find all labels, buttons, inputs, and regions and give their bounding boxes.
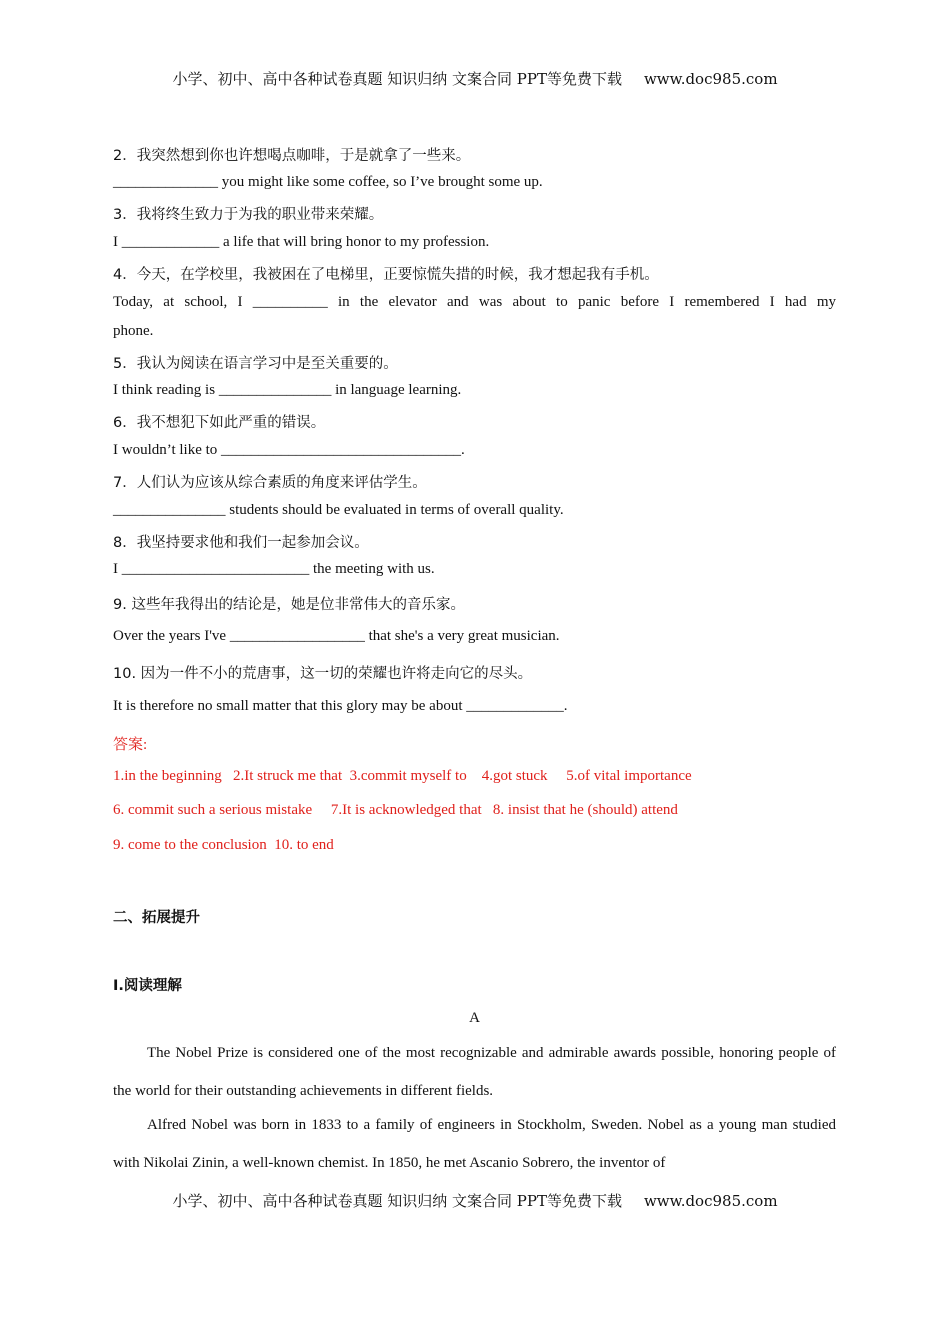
header-url[interactable]: www.doc985.com bbox=[643, 70, 778, 88]
answers-label: 答案: bbox=[113, 737, 148, 753]
question-6-english: I wouldn’t like to ________________________________. bbox=[113, 442, 465, 458]
question-5-chinese: 5．我认为阅读在语言学习中是至关重要的。 bbox=[113, 356, 398, 372]
answers-line-2: 6. commit such a serious mistake 7.It is acknowledged that 8. insist that he (should) attend bbox=[113, 802, 678, 818]
question-9-chinese: 9. 这些年我得出的结论是，她是位非常伟大的音乐家。 bbox=[113, 597, 465, 613]
question-2-chinese: 2．我突然想到你也许想喝点咖啡，于是就拿了一些来。 bbox=[113, 148, 471, 164]
page-header bbox=[0, 68, 950, 89]
question-8-chinese: 8．我坚持要求他和我们一起参加会议。 bbox=[113, 535, 369, 551]
question-3-chinese: 3．我将终生致力于为我的职业带来荣耀。 bbox=[113, 207, 384, 223]
question-10-english: It is therefore no small matter that this glory may be about _____________. bbox=[113, 698, 568, 714]
question-8-english: I _________________________ the meeting with us. bbox=[113, 561, 435, 577]
question-9-english: Over the years I've __________________ that she's a very great musician. bbox=[113, 628, 560, 644]
passage-paragraph-2: Alfred Nobel was born in 1833 to a family of engineers in Stockholm, Sweden. Nobel as a young man studied with Nikolai Zinin, a well-known chemist. In 1850, he met Ascanio Sobrero, the inventor of bbox=[113, 1117, 836, 1171]
answers-line-1: 1.in the beginning 2.It struck me that 3.commit myself to 4.got stuck 5.of vital importance bbox=[113, 768, 692, 784]
section-subtitle: I.阅读理解 bbox=[113, 978, 182, 994]
passage-label: A bbox=[469, 1010, 480, 1026]
page-footer bbox=[0, 1190, 950, 1211]
question-7-chinese: 7．人们认为应该从综合素质的角度来评估学生。 bbox=[113, 475, 427, 491]
question-10-chinese: 10. 因为一件不小的荒唐事，这一切的荣耀也许将走向它的尽头。 bbox=[113, 666, 533, 682]
header-text: 小学、初中、高中各种试卷真题 知识归纳 文案合同 PPT等免费下载 bbox=[172, 70, 622, 88]
question-3-english: I _____________ a life that will bring honor to my profession. bbox=[113, 234, 490, 250]
passage-paragraph-1: The Nobel Prize is considered one of the most recognizable and admirable awards possible, honoring people of the world for their outstanding achievements in different fields. bbox=[113, 1045, 836, 1099]
section-title: 二、拓展提升 bbox=[113, 910, 200, 926]
question-5-english: I think reading is _______________ in language learning. bbox=[113, 382, 462, 398]
question-2-english: ______________ you might like some coffee, so I’ve brought some up. bbox=[113, 174, 543, 190]
footer-text: 小学、初中、高中各种试卷真题 知识归纳 文案合同 PPT等免费下载 bbox=[172, 1192, 622, 1210]
question-6-chinese: 6．我不想犯下如此严重的错误。 bbox=[113, 415, 326, 431]
question-4-english-cont: phone. bbox=[113, 323, 154, 339]
question-7-english: _______________ students should be evaluated in terms of overall quality. bbox=[113, 502, 564, 518]
answers-line-3: 9. come to the conclusion 10. to end bbox=[113, 837, 334, 853]
question-4-chinese: 4．今天，在学校里，我被困在了电梯里，正要惊慌失措的时候，我才想起我有手机。 bbox=[113, 267, 659, 283]
footer-url[interactable]: www.doc985.com bbox=[643, 1192, 778, 1210]
question-4-english: Today, at school, I __________ in the elevator and was about to panic before I remembered I had my bbox=[113, 294, 836, 310]
